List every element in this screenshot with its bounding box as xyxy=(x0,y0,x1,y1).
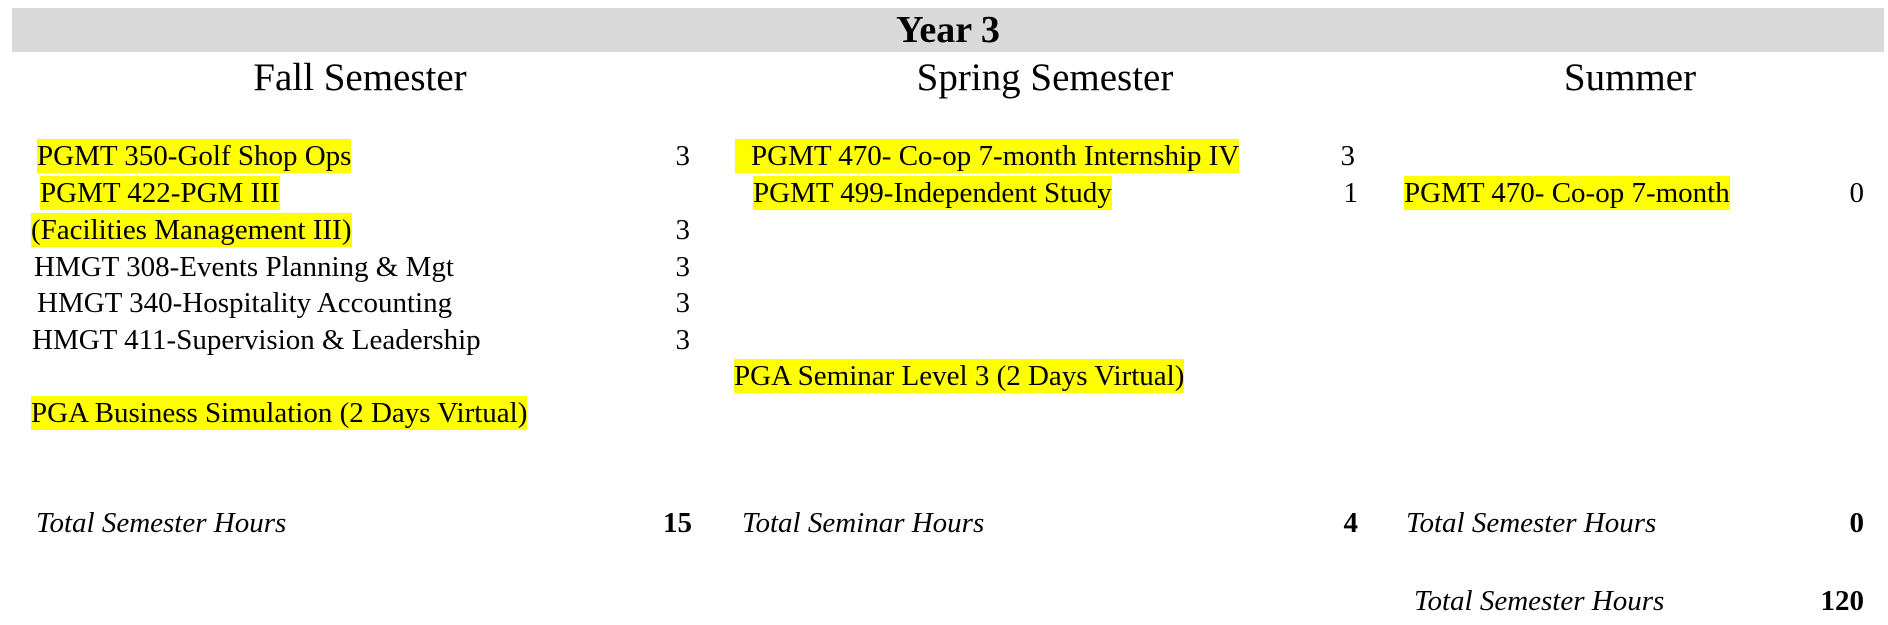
summer-total-label: Total Semester Hours xyxy=(1406,507,1657,539)
fall-credits-3: 3 xyxy=(675,214,690,246)
fall-course-2: PGMT 422-PGM III xyxy=(40,177,280,209)
spring-course-2: PGMT 499-Independent Study xyxy=(753,177,1112,209)
spring-credits-2: 1 xyxy=(1343,177,1358,209)
fall-credits-5: 3 xyxy=(675,287,690,319)
spring-credits-1: 3 xyxy=(1340,140,1355,172)
summer-heading: Summer xyxy=(1563,56,1697,99)
spring-course-1: PGMT 470- Co-op 7-month Internship IV xyxy=(735,139,1239,173)
spring-heading: Spring Semester xyxy=(916,56,1174,99)
fall-event: PGA Business Simulation (2 Days Virtual) xyxy=(31,397,528,429)
fall-heading: Fall Semester xyxy=(253,56,467,99)
fall-course-5: HMGT 340-Hospitality Accounting xyxy=(37,287,453,319)
year-banner xyxy=(12,8,1884,52)
fall-credits-1: 3 xyxy=(675,140,690,172)
fall-course-4: HMGT 308-Events Planning & Mgt xyxy=(34,251,454,283)
fall-credits-6: 3 xyxy=(675,324,690,356)
fall-course-1: PGMT 350-Golf Shop Ops xyxy=(37,140,352,172)
fall-credits-4: 3 xyxy=(675,251,690,283)
grand-total-label: Total Semester Hours xyxy=(1414,585,1665,617)
summer-total-value: 0 xyxy=(1849,507,1864,539)
spring-total-label: Total Seminar Hours xyxy=(742,507,985,539)
year-title: Year 3 xyxy=(896,9,1000,51)
fall-course-6: HMGT 411-Supervision & Leadership xyxy=(32,324,481,356)
grand-total-value: 120 xyxy=(1820,585,1864,617)
fall-total-label: Total Semester Hours xyxy=(36,507,287,539)
fall-course-3: (Facilities Management III) xyxy=(31,214,352,246)
spring-event: PGA Seminar Level 3 (2 Days Virtual) xyxy=(734,360,1185,392)
summer-credits-1: 0 xyxy=(1849,177,1864,209)
spring-total-value: 4 xyxy=(1343,507,1358,539)
fall-total-value: 15 xyxy=(663,507,692,539)
summer-course-1: PGMT 470- Co-op 7-month xyxy=(1404,177,1730,209)
